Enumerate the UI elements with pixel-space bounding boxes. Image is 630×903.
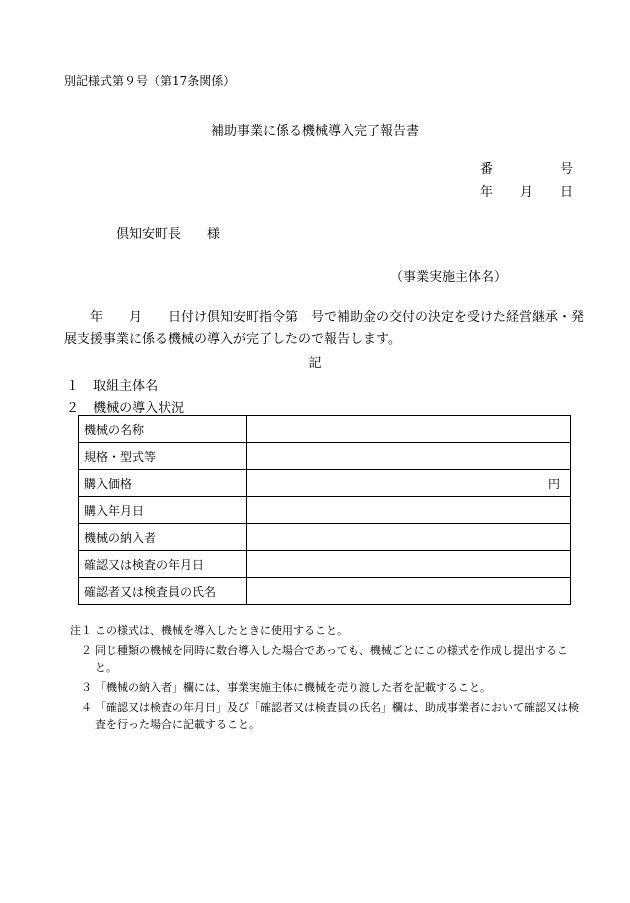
recipient: 倶知安町長 様 [116,227,221,242]
item-1 [66,375,158,394]
row-label: 規格・型式等 [79,443,247,470]
date-month: 月 [520,185,534,200]
row-value[interactable] [247,416,571,443]
note-text: 「機械の納入者」欄には、事業実施主体に機械を売り渡した者を記載すること。 [95,681,491,694]
note-4 [62,699,582,733]
table-row [79,524,571,551]
note-number: 注１ [70,624,92,637]
table-row [79,551,571,578]
date-year: 年 [480,185,494,200]
note-text: 「確認又は検査の年月日」及び「確認者又は検査員の氏名」欄は、助成事業者において確認又は検査を行った場合に記載すること。 [95,701,579,731]
row-value[interactable]: 円 [247,470,571,497]
row-value[interactable] [247,578,571,605]
date-day: 日 [560,185,574,200]
ki-heading: 記 [308,356,322,371]
form-number: 別記様式第９号（第17条関係） [64,74,236,88]
table-row [79,443,571,470]
item-label: 取組主体名 [93,379,159,394]
note-number: ２ [81,644,92,657]
table-row [79,497,571,524]
report-body: 年 月 日付け倶知安町指令第 号で補助金の交付の決定を受けた経営継承・発展支援事業に係る機械の導入が完了したので報告します。 [64,310,585,347]
row-label: 確認者又は検査員の氏名 [79,578,247,605]
item-2 [66,397,184,416]
document-title: 補助事業に係る機械導入完了報告書 [210,124,419,139]
row-value[interactable] [247,443,571,470]
note-number: ３ [81,681,92,694]
note-text: 同じ種類の機械を同時に数台導入した場合であっても、機械ごとにこの様式を作成し提出すること。 [95,644,568,674]
entity-name-label: （事業実施主体名） [390,270,508,285]
item-label: 機械の導入状況 [93,401,185,416]
row-value[interactable] [247,497,571,524]
row-value[interactable] [247,551,571,578]
doc-number-suffix: 号 [560,162,574,177]
machine-status-table [78,415,571,605]
note-1 [62,622,582,639]
row-value[interactable] [247,524,571,551]
doc-number-label: 番 [480,162,494,177]
table-row [79,470,571,497]
item-number: １ [66,379,80,394]
note-2 [62,642,582,676]
note-3 [62,679,582,696]
row-label: 購入年月日 [79,497,247,524]
notes [62,622,582,736]
table-row [79,416,571,443]
note-text: この様式は、機械を導入したときに使用すること。 [95,624,348,637]
date-line [480,181,574,200]
note-number: ４ [81,701,92,714]
table-row [79,578,571,605]
row-label: 機械の納入者 [79,524,247,551]
row-label: 機械の名称 [79,416,247,443]
item-number: ２ [66,401,80,416]
row-label: 確認又は検査の年月日 [79,551,247,578]
document-number-line [480,158,574,177]
row-label: 購入価格 [79,470,247,497]
